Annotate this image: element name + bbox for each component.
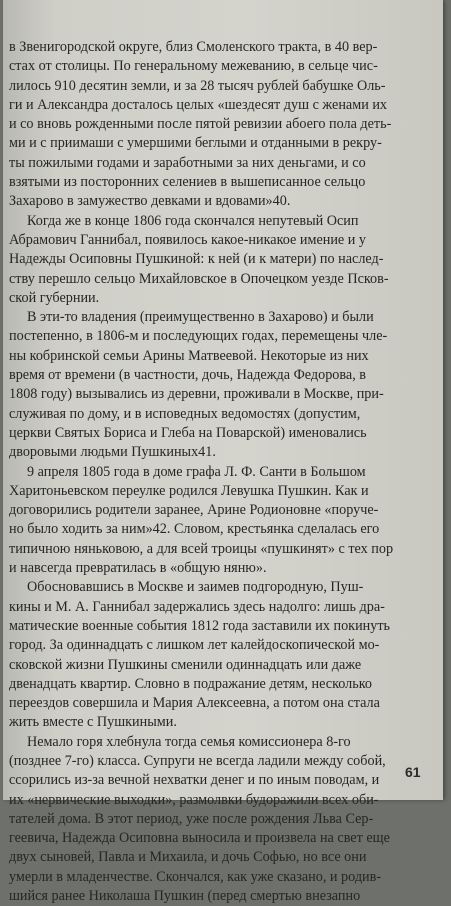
text-line: Когда же в конце 1806 года скончался непутевый Осип — [27, 212, 359, 229]
text-line: ми и с приимаши с умершими беглыми и отданными в рекру- — [9, 135, 382, 152]
body-text — [9, 38, 424, 906]
text-line: церкви Святых Бориса и Глеба на Поварской) именовались — [9, 424, 367, 441]
text-line: стах от столицы. По генеральному межеванию, в сельце чис- — [9, 58, 378, 75]
book-page — [3, 0, 443, 905]
text-line: двух сыновей, Павла и Михаила, и дочь Софью, но все они — [9, 849, 367, 866]
text-line: ты пожилыми годами и заработными за них деньгами, и со — [9, 154, 366, 171]
text-line: шийся ранее Николаша Пушкин (перед смертью внезапно — [9, 888, 361, 905]
text-line: город. За одиннадцать с лишком лет калейдоскопической мо- — [9, 637, 380, 654]
text-line: дворовыми людьми Пушкиных41. — [9, 444, 216, 461]
text-line: постепенно, в 1806-м и последующих годах, перемещены чле- — [9, 328, 388, 345]
text-line: 9 апреля 1805 года в доме графа Л. Ф. Санти в Большом — [27, 463, 366, 480]
text-line: переездов совершила и Мария Алексеевна, а потом она стала — [9, 695, 380, 712]
text-line: Надежды Осиповны Пушкиной: к ней (и к матери) по наслед- — [9, 251, 384, 268]
text-line: двенадцать квартир. Словно в подражание детям, несколько — [9, 675, 372, 692]
text-line: их «нервические выходки», размолвки будоражили всех оби- — [9, 791, 379, 808]
text-line: Абрамович Ганнибал, появилось какое-никакое имение и у — [9, 231, 366, 248]
text-line: тателей дома. В этот период, уже после рождения Льва Сер- — [9, 810, 374, 827]
text-line: ской губернии. — [9, 289, 100, 306]
text-line: и навсегда превратилась в «общую няню». — [9, 560, 267, 577]
text-line: типичною няньковою, а для всей троицы «пушкинят» с тех пор — [9, 540, 394, 557]
text-line: ги и Александра досталось целых «шездесят душ с женами их — [9, 96, 388, 113]
text-line: лилось 910 десятин земли, и за 28 тысяч рублей бабушке Оль- — [9, 77, 386, 94]
text-line: ству перешло сельцо Михайловское в Опочецком уезде Псков- — [9, 270, 389, 287]
text-line: в Звенигородской округе, близ Смоленского тракта, в 40 вер- — [9, 39, 378, 55]
text-line: Обосновавшись в Москве и заимев подгородную, Пуш- — [27, 579, 364, 596]
text-line: умерли в младенчестве. Скончался, как уже сказано, и родив- — [9, 868, 382, 885]
text-line: но было ходить за ним»42. Словом, крестьянка сделалась его — [9, 521, 380, 538]
text-line: Немало горя хлебнула тогда семья комиссионера 8-го — [27, 733, 351, 750]
text-line: (позднее 7-го) класса. Супруги не всегда ладили между собой, — [9, 752, 386, 769]
text-line: сковской жизни Пушкины сменили одиннадцать или даже — [9, 656, 362, 673]
text-line: ссорились из-за вечной нехватки денег и по иным поводам, и — [9, 772, 380, 789]
text-line: договорились родители заранее, Арине Родионовне «поруче- — [9, 502, 379, 519]
text-line: Харитоньевском переулке родился Левушка Пушкин. Как и — [9, 482, 369, 499]
text-line: и со вновь рожденными после пятой ревизии абоего пола деть- — [9, 116, 392, 133]
text-line: матические военные события 1812 года заставили их покинуть — [9, 617, 391, 634]
text-line: время от времени (в частности, дочь, Надежда Федорова, в — [9, 367, 367, 384]
text-line: жить вместе с Пушкиными. — [9, 714, 177, 731]
text-line: 1808 году) вызывались из деревни, проживали в Москве, при- — [9, 386, 384, 403]
text-line: В эти-то владения (преимущественно в Захарово) и были — [27, 309, 374, 326]
text-line: взятыми из посторонних селениев в вышеписанное сельцо — [9, 174, 366, 191]
text-line: Захарово в замужество девками и вдовами»40. — [9, 193, 291, 210]
page-number: 61 — [405, 764, 421, 780]
text-line: кины и М. А. Ганнибал задержались здесь надолго: лишь дра- — [9, 598, 385, 615]
text-line: геевича, Надежда Осиповна выносила и произвела на свет еще — [9, 830, 390, 847]
text-line: служивая по дому, и в исповедных ведомостях (допустим, — [9, 405, 361, 422]
text-line: ны кобринской семьи Арины Матвеевой. Некоторые из них — [9, 347, 369, 364]
